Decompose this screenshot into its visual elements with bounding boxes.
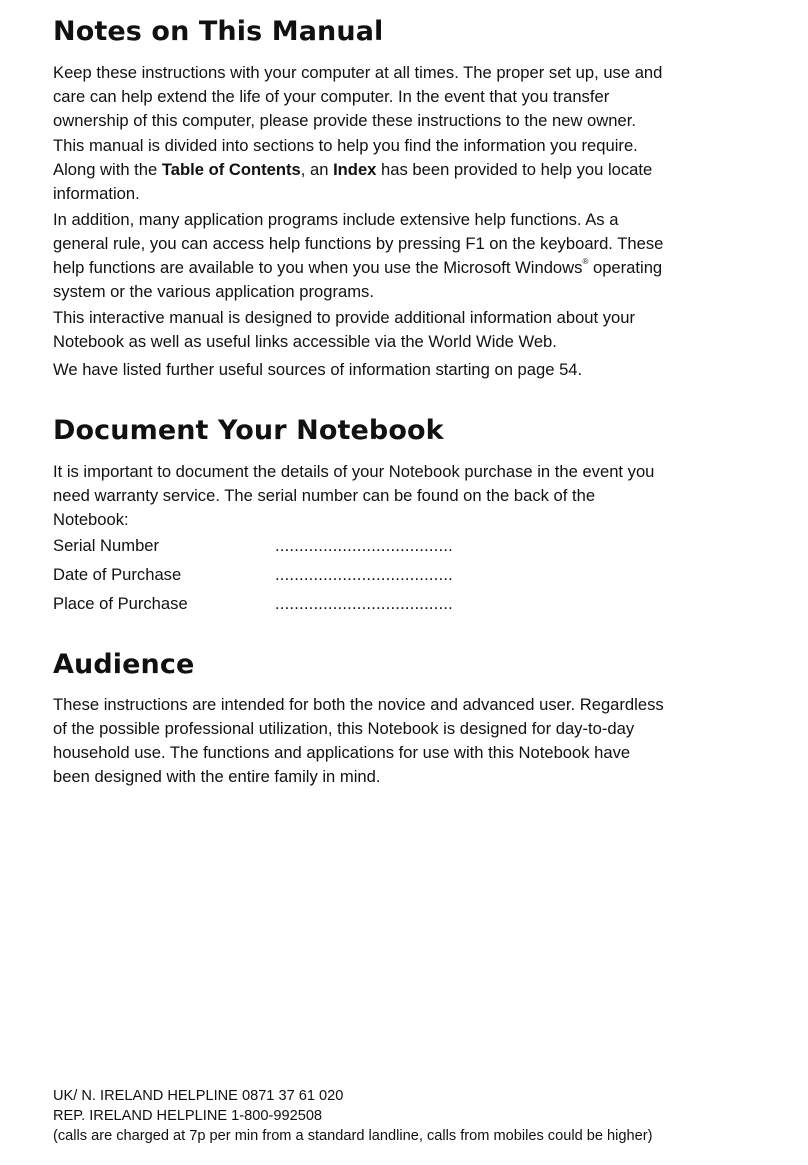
- text-line: Keep these instructions with your computer at all times. The proper set up, use and: [53, 63, 663, 82]
- helpline-footer: [53, 1086, 652, 1146]
- registered-mark: ®: [582, 257, 589, 266]
- section-title-notes: Notes on This Manual: [53, 16, 384, 47]
- notes-paragraph-2: [53, 134, 652, 206]
- text-line: Notebook as well as useful links accessible via the World Wide Web.: [53, 332, 557, 351]
- text-line: been designed with the entire family in mind.: [53, 767, 381, 786]
- section-title-audience: Audience: [53, 649, 195, 680]
- record-label: Serial Number: [53, 536, 160, 555]
- text-line: In addition, many application programs include extensive help functions. As a: [53, 210, 619, 229]
- text-line: Notebook:: [53, 510, 129, 529]
- text-line: ownership of this computer, please provide these instructions to the new owner.: [53, 111, 636, 130]
- text-line: need warranty service. The serial number can be found on the back of the: [53, 486, 596, 505]
- notes-paragraph-4: [53, 306, 635, 354]
- notes-paragraph-1: [53, 61, 662, 133]
- uk-helpline: UK/ N. IRELAND HELPLINE 0871 37 61 020: [53, 1088, 344, 1104]
- text-line: household use. The functions and applications for use with this Notebook have: [53, 743, 631, 762]
- document-intro: [53, 460, 654, 532]
- toc-reference: Table of Contents: [161, 160, 301, 179]
- record-fill-line: .....................................: [275, 536, 453, 555]
- text-run: help functions are available to you when you use the Microsoft Windows: [53, 258, 583, 277]
- text-line: system or the various application programs.: [53, 282, 374, 301]
- text-line: It is important to document the details of your Notebook purchase in the event you: [53, 462, 655, 481]
- notes-paragraph-3: [53, 208, 663, 304]
- text-line: [53, 256, 663, 280]
- text-line: This manual is divided into sections to help you find the information you require.: [53, 136, 638, 155]
- text-line: information.: [53, 184, 140, 203]
- text-run: has been provided to help you locate: [376, 160, 653, 179]
- record-fill-line: .....................................: [275, 594, 453, 613]
- text-run: , an: [300, 160, 334, 179]
- audience-paragraph: [53, 693, 664, 789]
- text-line: care can help extend the life of your computer. In the event that you transfer: [53, 87, 610, 106]
- ireland-helpline: REP. IRELAND HELPLINE 1-800-992508: [53, 1108, 323, 1124]
- call-charges-note: (calls are charged at 7p per min from a standard landline, calls from mobiles could be higher): [53, 1128, 653, 1144]
- text-line: [53, 158, 652, 182]
- text-line: general rule, you can access help functions by pressing F1 on the keyboard. These: [53, 234, 664, 253]
- text-line: of the possible professional utilization, this Notebook is designed for day-to-day: [53, 719, 635, 738]
- section-title-document: Document Your Notebook: [53, 415, 444, 446]
- record-label: Date of Purchase: [53, 565, 182, 584]
- text-run: Along with the: [53, 160, 162, 179]
- index-reference: Index: [333, 160, 377, 179]
- notes-paragraph-5: [53, 358, 582, 382]
- text-line: We have listed further useful sources of information starting on page 54.: [53, 360, 583, 379]
- record-fill-line: .....................................: [275, 565, 453, 584]
- text-run: operating: [588, 258, 663, 277]
- record-label: Place of Purchase: [53, 594, 188, 613]
- text-line: This interactive manual is designed to provide additional information about your: [53, 308, 636, 327]
- text-line: These instructions are intended for both the novice and advanced user. Regardless: [53, 695, 664, 714]
